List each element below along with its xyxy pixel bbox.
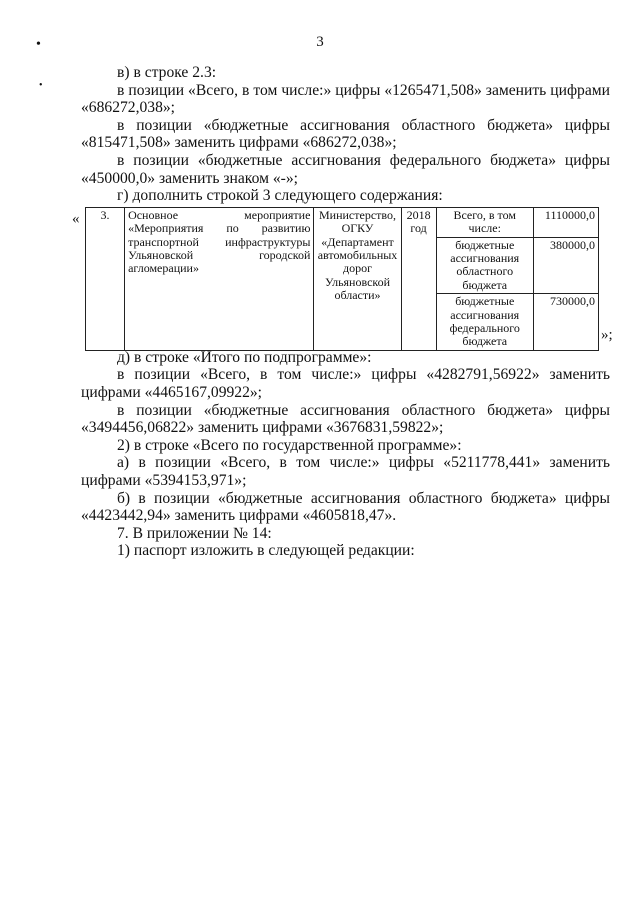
paragraph-v: в) в строке 2.3: (117, 64, 217, 81)
paragraph-7-1: 1) паспорт изложить в следующей редакции: (117, 542, 415, 560)
value-regional: 380000,0 (533, 237, 598, 294)
document-body (72, 64, 613, 560)
paragraph-g: г) дополнить строкой 3 следующего содержания: (117, 187, 443, 205)
table-quote-open: « (72, 210, 80, 227)
value-federal: 730000,0 (533, 294, 598, 351)
inserted-row-block (72, 206, 613, 349)
paragraph-regional-budget: в позиции «бюджетные ассигнования областного бюджета» цифры «815471,508» заменить цифрами «686272,038»; (81, 116, 610, 152)
margin-tick-mark: • (39, 80, 43, 91)
value-total: 1110000,0 (533, 207, 598, 237)
margin-dot-mark: • (36, 37, 41, 52)
paragraph-subprogram-regional: в позиции «бюджетные ассигнования областного бюджета» цифры «3494456,06822» заменить цифрами «3676831,59822»; (81, 401, 610, 437)
page-number: 3 (316, 34, 324, 50)
year: 2018 год (401, 207, 436, 350)
paragraph-7: 7. В приложении № 14: (117, 524, 272, 542)
paragraph-subprogram-total: в позиции «Всего, в том числе:» цифры «4282791,56922» заменить цифрами «4465167,09922»; (81, 366, 610, 401)
executor: Министерство, ОГКУ «Департамент автомобильных дорог Ульяновской области» (314, 207, 401, 350)
row-number: 3. (86, 207, 125, 350)
paragraph-2a: а) в позиции «Всего, в том числе:» цифры «5211778,441» заменить цифрами «5394153,971»; (81, 454, 610, 489)
source-federal: бюджетные ассигнования федерального бюджета (436, 294, 533, 351)
source-total: Всего, в том числе: (436, 207, 533, 237)
source-regional: бюджетные ассигнования областного бюджета (436, 237, 533, 294)
activity-name: Основное мероприятие «Мероприятия по развитию транспортной инфраструктуры Ульяновской городской агломерации» (125, 207, 314, 350)
paragraph-total-position: в позиции «Всего, в том числе:» цифры «1265471,508» заменить цифрами «686272,038»; (81, 81, 610, 117)
paragraph-2b: б) в позиции «бюджетные ассигнования областного бюджета» цифры «4423442,94» заменить цифрами «4605818,47». (81, 489, 610, 525)
inserted-row-table (85, 207, 599, 351)
paragraph-federal-budget: в позиции «бюджетные ассигнования федерального бюджета» цифры «450000,0» заменить знаком «-»; (81, 151, 610, 187)
table-row (86, 207, 599, 237)
paragraph-d: д) в строке «Итого по подпрограмме»: (117, 348, 372, 366)
paragraph-2: 2) в строке «Всего по государственной программе»: (117, 436, 462, 454)
table-quote-close: »; (601, 326, 613, 343)
